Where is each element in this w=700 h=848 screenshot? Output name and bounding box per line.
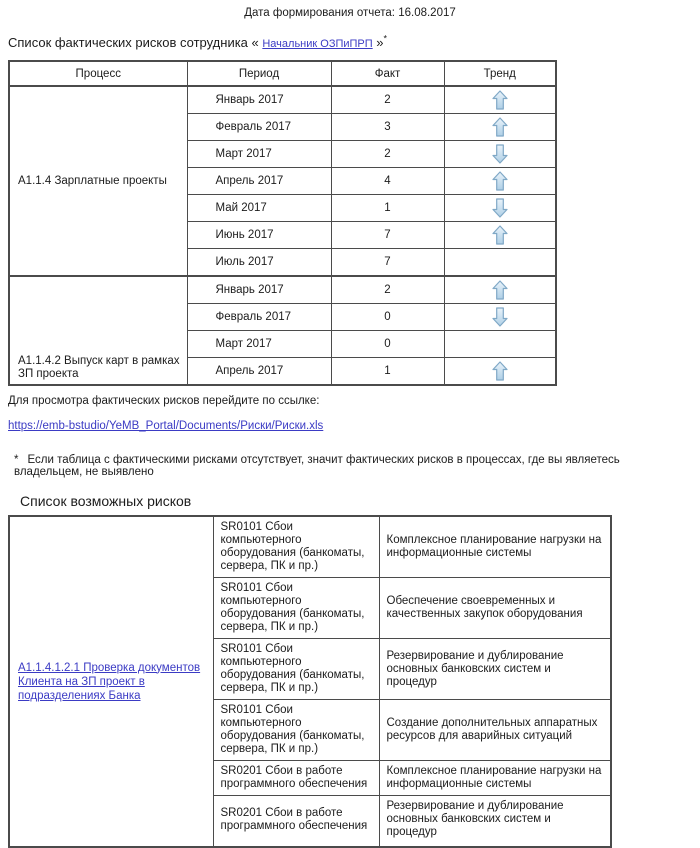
measure-cell: Обеспечение своевременных и качественных закупок оборудования (379, 578, 611, 639)
fact-cell: 7 (331, 249, 444, 277)
period-cell: Март 2017 (187, 331, 331, 358)
footnote-text: Если таблица с фактическими рисками отсутствует, значит фактических рисков в процессах, где вы являетесь владельцем, не выявлено (14, 454, 620, 478)
fact-cell: 3 (331, 114, 444, 141)
period-cell: Апрель 2017 (187, 358, 331, 386)
period-cell: Февраль 2017 (187, 114, 331, 141)
process-cell: А1.1.4 Зарплатные проекты (9, 86, 187, 276)
period-cell: Июнь 2017 (187, 222, 331, 249)
fact-cell: 7 (331, 222, 444, 249)
period-cell: Июль 2017 (187, 249, 331, 277)
column-header: Процесс (9, 61, 187, 86)
possible-risks-title: Список возможных рисков (20, 493, 192, 509)
trend-cell (444, 304, 556, 331)
risks-file-link-line (8, 420, 700, 432)
trend-up-icon (492, 361, 508, 381)
risks-file-link[interactable]: https://emb-bstudio/YeMB_Portal/Documents/Риски/Риски.xls (8, 420, 324, 432)
fact-cell: 0 (331, 331, 444, 358)
actual-risks-title-suffix: » (372, 35, 384, 50)
trend-up-icon (492, 225, 508, 245)
period-cell: Февраль 2017 (187, 304, 331, 331)
trend-down-icon (492, 307, 508, 327)
report-date (0, 0, 700, 19)
link-intro: Для просмотра фактических рисков перейдите по ссылке: (8, 395, 320, 407)
process-link[interactable]: А1.1.4.1.2.1 Проверка документов Клиента на ЗП проект в подразделениях Банка (18, 661, 201, 702)
trend-cell (444, 195, 556, 222)
trend-down-icon (492, 198, 508, 218)
measure-cell: Комплексное планирование нагрузки на информационные системы (379, 761, 611, 796)
column-header: Факт (331, 61, 444, 86)
process-cell: А1.1.4.2 Выпуск карт в рамках ЗП проекта (9, 276, 187, 385)
column-header: Тренд (444, 61, 556, 86)
footnote (14, 454, 660, 478)
report-date-value: 16.08.2017 (398, 7, 456, 19)
actual-risks-title-prefix: Список фактических рисков сотрудника « (8, 35, 263, 50)
fact-cell: 2 (331, 276, 444, 304)
trend-cell (444, 249, 556, 277)
trend-cell (444, 331, 556, 358)
column-header: Период (187, 61, 331, 86)
fact-cell: 1 (331, 195, 444, 222)
trend-cell (444, 86, 556, 114)
trend-cell (444, 276, 556, 304)
footnote-marker: * (383, 33, 388, 44)
fact-cell: 4 (331, 168, 444, 195)
risk-cell: SR0101 Сбои компьютерного оборудования (банкоматы, сервера, ПК и пр.) (213, 639, 379, 700)
trend-cell (444, 141, 556, 168)
fact-row (9, 86, 556, 114)
trend-up-icon (492, 280, 508, 300)
employee-link[interactable]: Начальник ОЗПиПРП (262, 38, 373, 50)
trend-down-icon (492, 144, 508, 164)
actual-risks-title (8, 35, 700, 50)
actual-risks-header-row (9, 61, 556, 86)
period-cell: Январь 2017 (187, 86, 331, 114)
measure-cell: Создание дополнительных аппаратных ресурсов для аварийных ситуаций (379, 700, 611, 761)
measure-cell: Комплексное планирование нагрузки на информационные системы (379, 516, 611, 578)
period-cell: Март 2017 (187, 141, 331, 168)
fact-cell: 2 (331, 141, 444, 168)
fact-cell: 0 (331, 304, 444, 331)
risk-cell: SR0101 Сбои компьютерного оборудования (банкоматы, сервера, ПК и пр.) (213, 516, 379, 578)
risk-cell: SR0101 Сбои компьютерного оборудования (банкоматы, сервера, ПК и пр.) (213, 578, 379, 639)
fact-row (9, 276, 556, 304)
possible-risk-row (9, 516, 611, 578)
trend-cell (444, 222, 556, 249)
trend-up-icon (492, 117, 508, 137)
period-cell: Май 2017 (187, 195, 331, 222)
footnote-star: * (14, 454, 19, 466)
risk-cell: SR0201 Сбои в работе программного обеспечения (213, 796, 379, 848)
possible-risks-table (8, 515, 612, 848)
report-date-label: Дата формирования отчета: (244, 7, 395, 19)
process-link-cell (9, 516, 213, 847)
period-cell: Апрель 2017 (187, 168, 331, 195)
actual-risks-table (8, 60, 557, 386)
trend-up-icon (492, 171, 508, 191)
fact-cell: 1 (331, 358, 444, 386)
measure-cell: Резервирование и дублирование основных банковских систем и процедур (379, 639, 611, 700)
trend-cell (444, 114, 556, 141)
risk-cell: SR0201 Сбои в работе программного обеспечения (213, 761, 379, 796)
trend-up-icon (492, 90, 508, 110)
period-cell: Январь 2017 (187, 276, 331, 304)
trend-cell (444, 168, 556, 195)
measure-cell: Резервирование и дублирование основных банковских систем и процедур (379, 796, 611, 848)
risk-cell: SR0101 Сбои компьютерного оборудования (банкоматы, сервера, ПК и пр.) (213, 700, 379, 761)
fact-cell: 2 (331, 86, 444, 114)
trend-cell (444, 358, 556, 386)
